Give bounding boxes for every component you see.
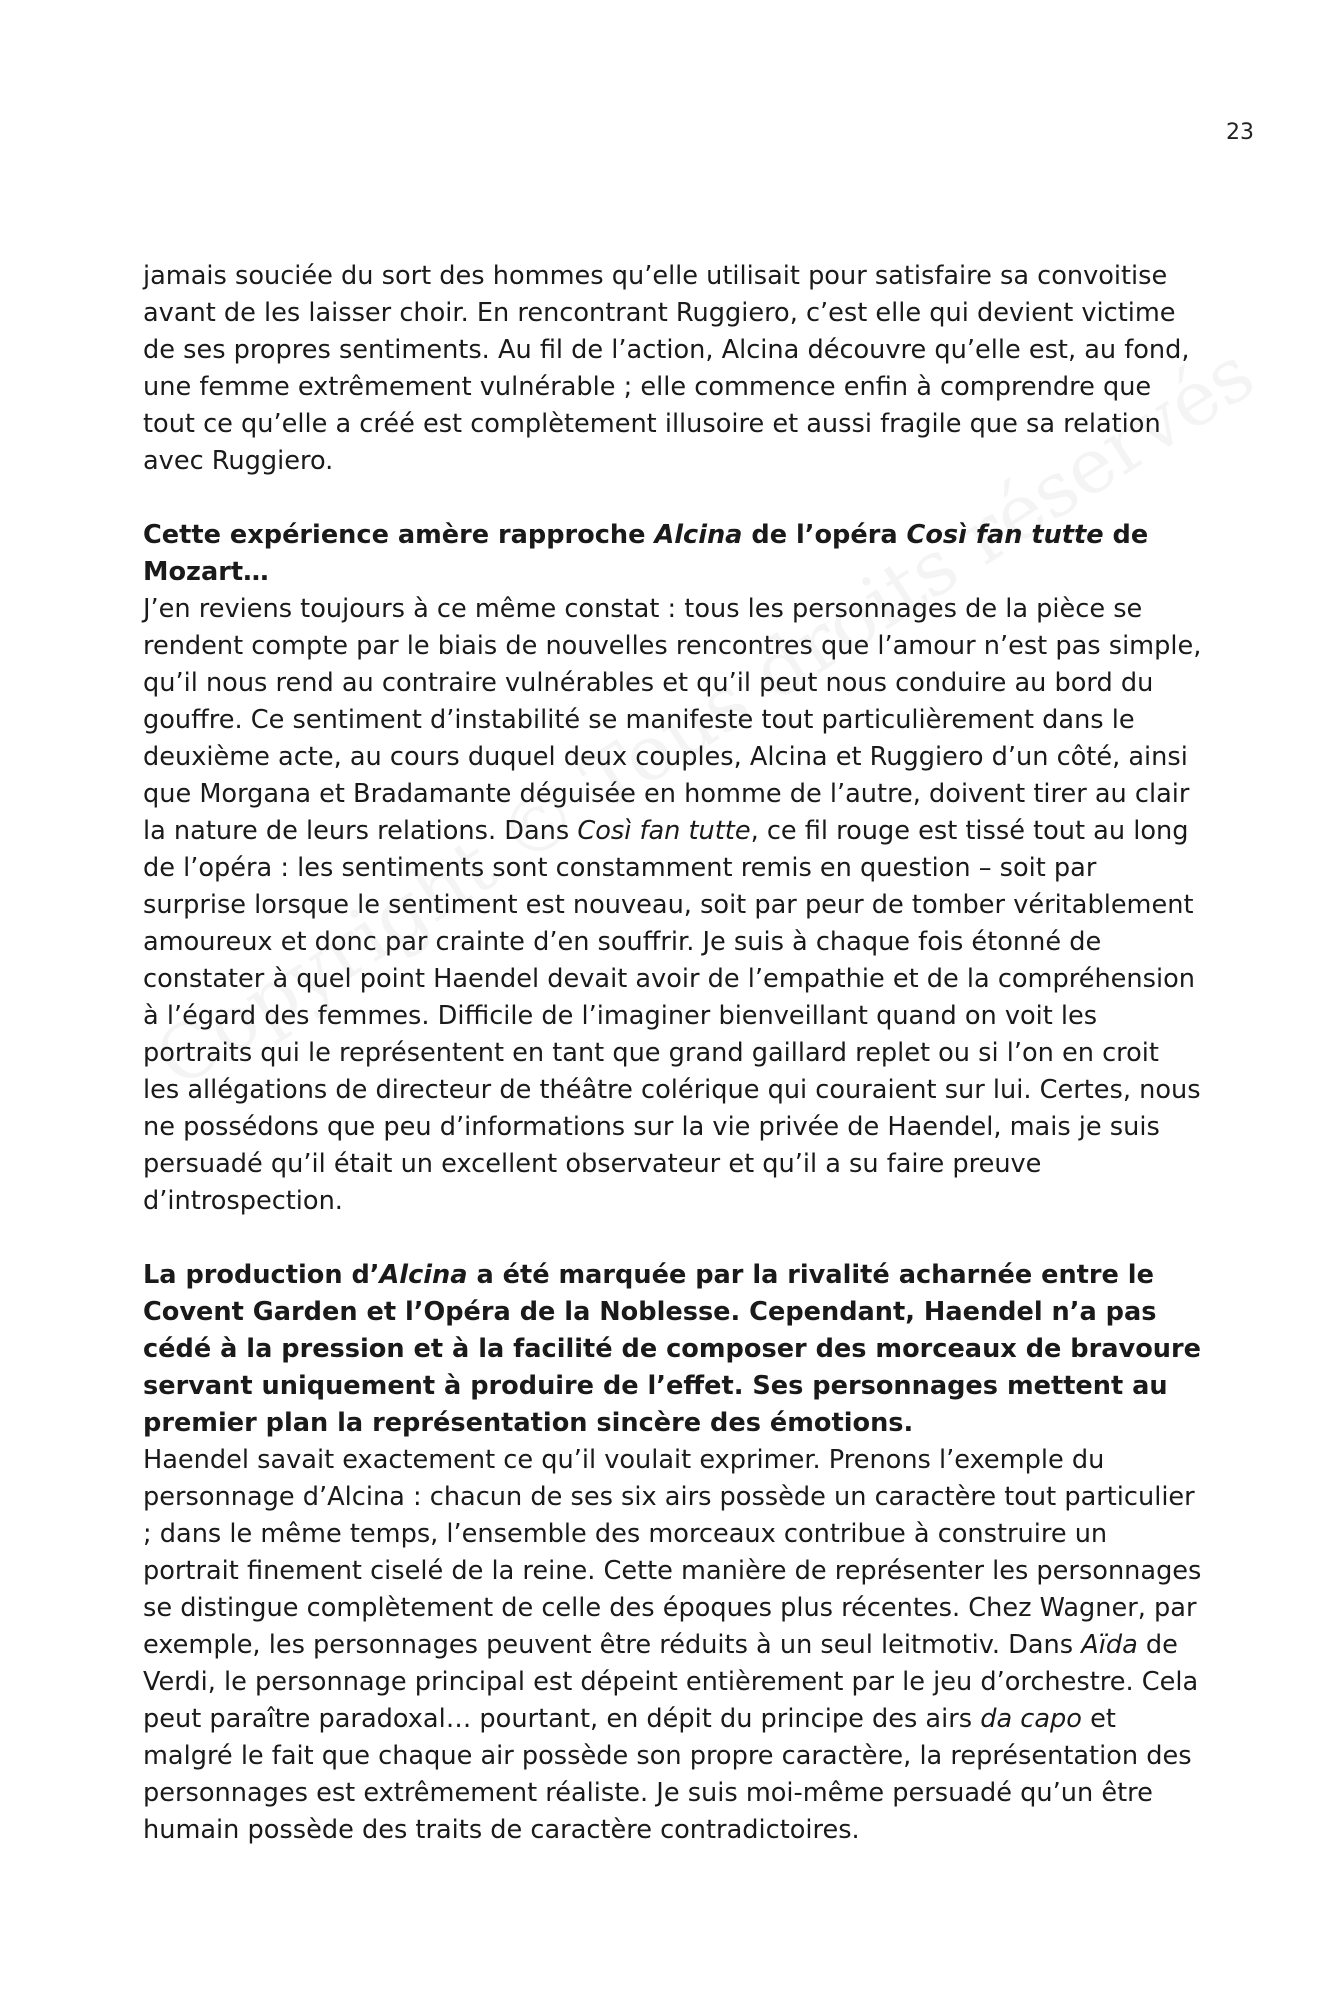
text-run: jamais souciée du sort des hommes qu’elle utilisait pour satisfaire sa convoitise avant de les laisser choir. En rencontrant Ruggiero, c’est elle qui devient victime de ses propres sentiments. Au fil de l’action, Alcina découvre qu’elle est, au fond, une femme extrêmement vulnérable ; elle commence enfin à comprendre que tout ce qu’elle a créé est complètement illusoire et aussi fragile que sa relation avec Ruggiero. bbox=[143, 261, 1190, 476]
text-run: de Mozart… bbox=[143, 520, 1149, 587]
italic-title: da capo bbox=[980, 1704, 1082, 1734]
text-run: J’en reviens toujours à ce même constat : tous les personnages de la pièce se rendent compte par le biais de nouvelles rencontres que l’amour n’est pas simple, qu’il nous rend au contraire vulnérables et qu’il peut nous conduire au bord du gouffre. Ce sentiment d’instabilité se manifeste tout particulièrement dans le deuxième acte, au cours duquel deux couples, Alcina et Ruggiero d’un côté, ainsi que Morgana et Bradamante déguisée en homme de l’autre, doivent tirer au clair la nature de leurs relations. Dans bbox=[143, 594, 1202, 846]
interview-question bbox=[143, 517, 1203, 591]
italic-title: Aïda bbox=[1081, 1630, 1138, 1660]
italic-title: Così fan tutte bbox=[577, 816, 751, 846]
page-number: 23 bbox=[1226, 120, 1254, 145]
italic-title: Alcina bbox=[379, 1260, 468, 1290]
text-run: de l’opéra bbox=[742, 520, 907, 550]
paragraph-gap bbox=[143, 1220, 1203, 1257]
text-run: a été marquée par la rivalité acharnée entre le Covent Garden et l’Opéra de la Noblesse. Cependant, Haendel n’a pas cédé à la pression et à la facilité de composer des morceaux de bravoure servant uniquement à produire de l’effet. Ses personnages mettent au premier plan la représentation sincère des émotions. bbox=[143, 1260, 1201, 1438]
italic-title: Così fan tutte bbox=[906, 520, 1104, 550]
paragraph-gap bbox=[143, 480, 1203, 517]
paragraph-body bbox=[143, 258, 1203, 480]
paragraph-body bbox=[143, 1442, 1203, 1849]
text-run: et malgré le fait que chaque air possède son propre caractère, la représentation des personnages est extrêmement réaliste. Je suis moi-même persuadé qu’un être humain possède des traits de caractère contradictoires. bbox=[143, 1704, 1192, 1845]
text-run: La production d’ bbox=[143, 1260, 380, 1290]
text-run: Cette expérience amère rapproche bbox=[143, 520, 655, 550]
text-run: de Verdi, le personnage principal est dépeint entièrement par le jeu d’orchestre. Cela peut paraître paradoxal… pourtant, en dépit du principe des airs bbox=[143, 1630, 1199, 1734]
page-body bbox=[143, 258, 1203, 1849]
text-run: Haendel savait exactement ce qu’il voulait exprimer. Prenons l’exemple du personnage d’Alcina : chacun de ses six airs possède un caractère tout particulier ; dans le même temps, l’ensemble des morceaux contribue à construire un portrait finement ciselé de la reine. Cette manière de représenter les personnages se distingue complètement de celle des époques plus récentes. Chez Wagner, par exemple, les personnages peuvent être réduits à un seul leitmotiv. Dans bbox=[143, 1445, 1202, 1660]
text-run: , ce fil rouge est tissé tout au long de l’opéra : les sentiments sont constamment remis en question – soit par surprise lorsque le sentiment est nouveau, soit par peur de tomber véritablement amoureux et donc par crainte d’en souffrir. Je suis à chaque fois étonné de constater à quel point Haendel devait avoir de l’empathie et de la compréhension à l’égard des femmes. Difficile de l’imaginer bienveillant quand on voit les portraits qui le représentent en tant que grand gaillard replet ou si l’on en croit les allégations de directeur de théâtre colérique qui couraient sur lui. Certes, nous ne possédons que peu d’informations sur la vie privée de Haendel, mais je suis persuadé qu’il était un excellent observateur et qu’il a su faire preuve d’introspection. bbox=[143, 816, 1201, 1216]
interview-question bbox=[143, 1257, 1203, 1442]
italic-title: Alcina bbox=[654, 520, 743, 550]
paragraph-body bbox=[143, 591, 1203, 1220]
